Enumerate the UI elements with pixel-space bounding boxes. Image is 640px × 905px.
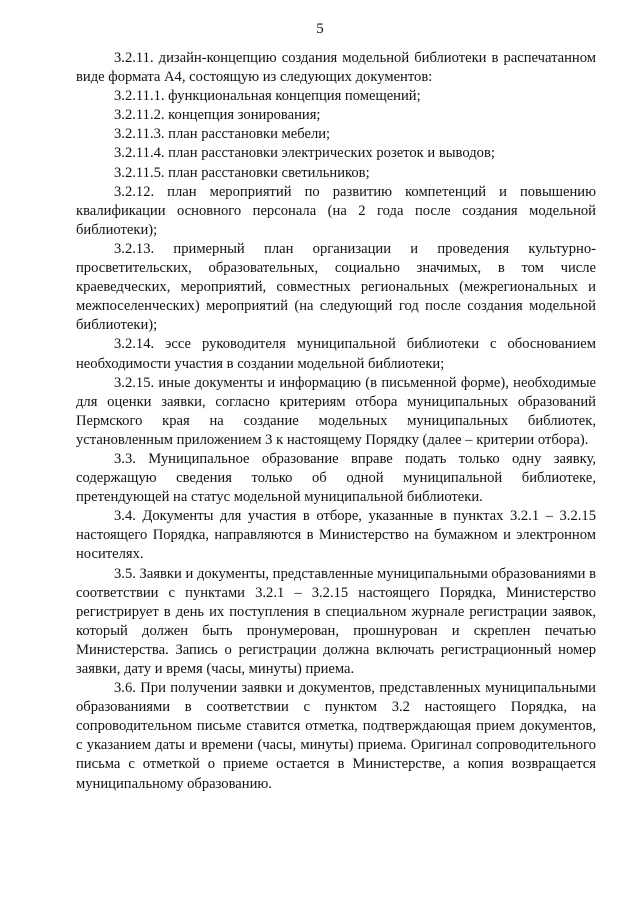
paragraph-3-4: 3.4. Документы для участия в отборе, указанные в пунктах 3.2.1 – 3.2.15 настоящего Порядка, направляются в Министерство на бумажном и электронном носителях. — [76, 508, 596, 563]
paragraph-3-2-11-2: 3.2.11.2. концепция зонирования; — [114, 107, 321, 124]
paragraph-3-2-11-4: 3.2.11.4. план расстановки электрических розеток и выводов; — [114, 145, 495, 162]
paragraph-3-2-11: 3.2.11. дизайн-концепцию создания модельной библиотеки в распечатанном виде формата А4, состоящую из следующих документов: — [76, 50, 596, 86]
paragraph-3-2-13: 3.2.13. примерный план организации и проведения культурно-просветительских, образовательных, социально значимых, в том числе краеведческих, мероприятий, совместных региональных (межрегиональных и межпоселенческих) мероприятий (на следующий год после создания модельной библиотеки); — [76, 240, 596, 334]
page-number: 5 — [316, 21, 324, 37]
paragraph-3-3: 3.3. Муниципальное образование вправе подать только одну заявку, содержащую сведения только об одной муниципальной библиотеке, претендующей на статус модельной муниципальной библиотеки. — [76, 450, 596, 506]
paragraph-3-2-15: 3.2.15. иные документы и информацию (в письменной форме), необходимые для оценки заявки, согласно критериям отбора муниципальных образований Пермского края на создание модельных муниципальных библиотек, установленным приложением 3 к настоящему Порядку (далее – критерии отбора). — [76, 374, 596, 448]
paragraph-3-2-12: 3.2.12. план мероприятий по развитию компетенций и повышению квалификации основного персонала (на 2 года после создания модельной библиотеки); — [76, 183, 596, 238]
paragraph-3-5: 3.5. Заявки и документы, представленные муниципальными образованиями в соответствии с пунктами 3.2.1 – 3.2.15 настоящего Порядка, Министерство регистрирует в день их поступления в специальном журнале регистрации заявок, который должен быть пронумерован, прошнурован и скреплен печатью Министерства. Запись о регистрации должна включать регистрационный номер заявки, дату и время (часы, минуты) приема. — [76, 565, 596, 677]
paragraph-3-6: 3.6. При получении заявки и документов, представленных муниципальными образованиями в соответствии с пунктом 3.2 настоящего Порядка, на сопроводительном письме ставится отметка, подтверждающая прием документов, с указанием даты и времени (часы, минуты) приема. Оригинал сопроводительного письма с отметкой о приеме остается в Министерстве, а копия возвращается муниципальному образованию. — [76, 680, 596, 792]
paragraph-3-2-14: 3.2.14. эссе руководителя муниципальной библиотеки с обоснованием необходимости участия в создании модельной библиотеки; — [76, 336, 596, 372]
paragraph-3-2-11-5: 3.2.11.5. план расстановки светильников; — [114, 164, 370, 181]
paragraph-3-2-11-1: 3.2.11.1. функциональная концепция помещений; — [114, 88, 421, 105]
document-body — [76, 49, 596, 794]
paragraph-3-2-11-3: 3.2.11.3. план расстановки мебели; — [114, 126, 331, 143]
